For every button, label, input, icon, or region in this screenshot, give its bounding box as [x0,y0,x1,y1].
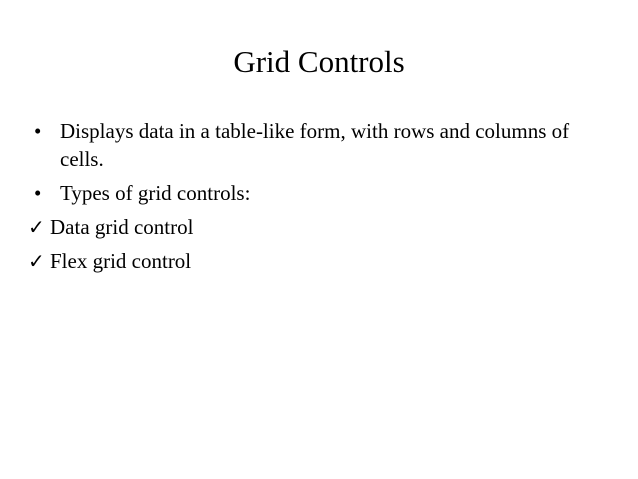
check-item [28,213,594,241]
bullet-item [34,179,594,207]
slide-title: Grid Controls [233,44,405,79]
bullet-item [34,117,594,173]
checkmark-icon: ✓ [28,249,45,273]
check-item [28,247,594,275]
bullet-icon: • [34,119,42,143]
check-text: Flex grid control [50,249,192,273]
bullet-text: Displays data in a table-like form, with rows and columns of cells. [60,119,570,171]
checkmark-icon: ✓ [28,215,45,239]
bullet-text: Types of grid controls: [60,181,251,205]
check-text: Data grid control [50,215,194,239]
bullet-icon: • [34,181,42,205]
slide-content [28,117,594,281]
